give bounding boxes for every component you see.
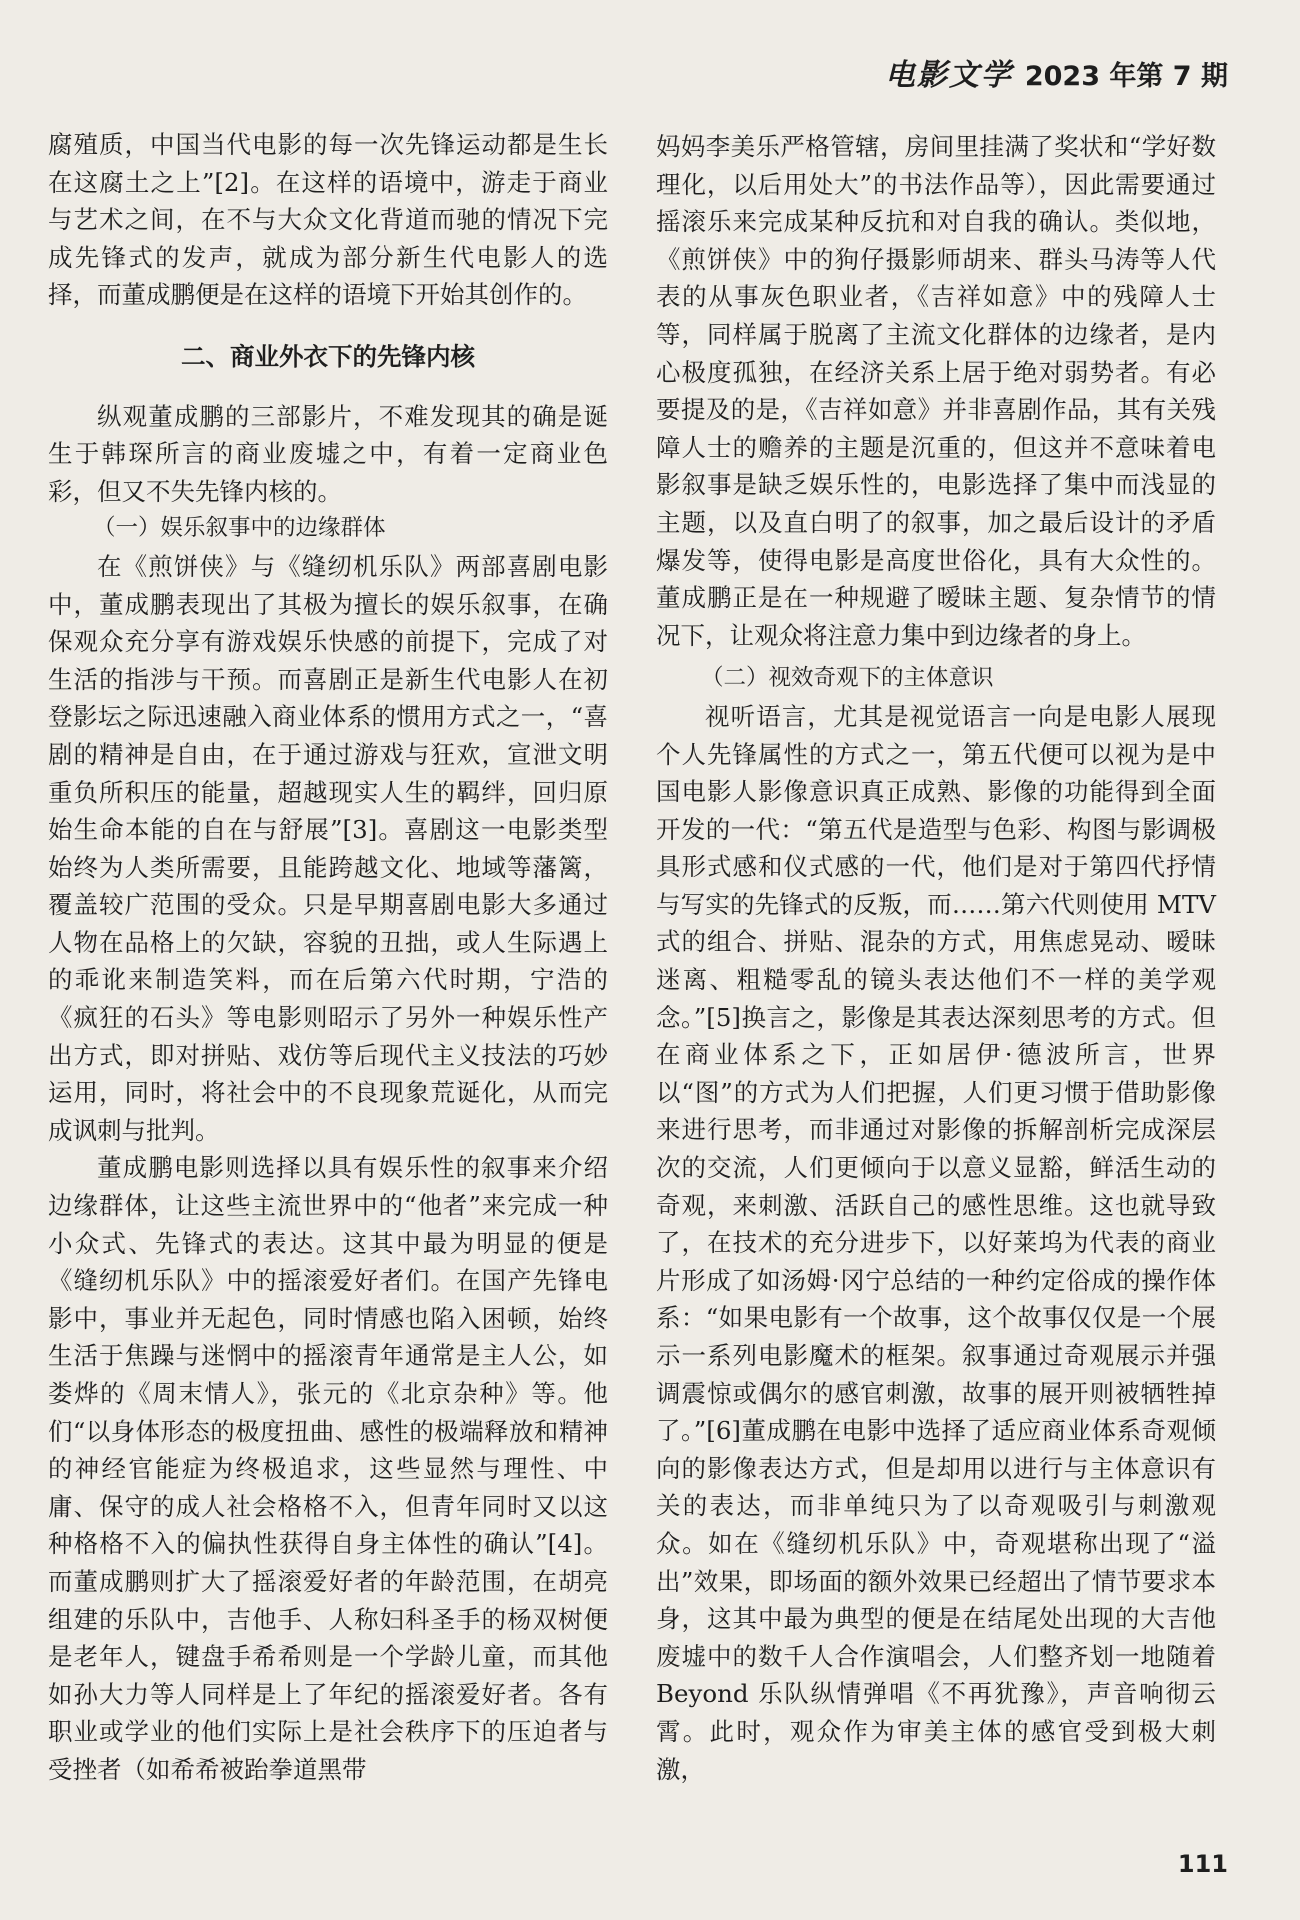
paragraph: 妈妈李美乐严格管辖，房间里挂满了奖状和“学好数理化，以后用处大”的书法作品等），因此需要通过摇滚乐来完成某种反抗和对自我的确认。类似地，《煎饼侠》中的狗仔摄影师胡来、群头马涛等人代表的从事灰色职业者，《吉祥如意》中的残障人士等，同样属于脱离了主流文化群体的边缘者，是内心极度孤独，在经济关系上居于绝对弱势者。有必要提及的是，《吉祥如意》并非喜剧作品，其有关残障人士的赡养的主题是沉重的，但这并不意味着电影叙事是缺乏娱乐性的，电影选择了集中而浅显的主题，以及直白明了的叙事，加之最后设计的矛盾爆发等，使得电影是高度世俗化，具有大众性的。董成鹏正是在一种规避了暧昧主题、复杂情节的情况下，让观众将注意力集中到边缘者的身上。 <box>656 132 1216 650</box>
paragraph: 视听语言，尤其是视觉语言一向是电影人展现个人先锋属性的方式之一，第五代便可以视为是中国电影人影像意识真正成熟、影像的功能得到全面开发的一代：“第五代是造型与色彩、构图与影调极具形式感和仪式感的一代，他们是对于第四代抒情与写实的先锋式的反叛，而……第六代则使用 MTV 式的组合、拼贴、混杂的方式，用焦虑晃动、暧昧迷离、粗糙零乱的镜头表达他们不一样的美学观念。”[5]换言之，影像是其表达深刻思考的方式。但在商业体系之下，正如居伊·德波所言，世界以“图”的方式为人们把握，人们更习惯于借助影像来进行思考，而非通过对影像的拆解剖析完成深层次的交流，人们更倾向于以意义显豁，鲜活生动的奇观，来刺激、活跃自己的感性思维。这也就导致了，在技术的充分进步下，以好莱坞为代表的商业片形成了如汤姆·冈宁总结的一种约定俗成的操作体系：“如果电影有一个故事，这个故事仅仅是一个展示一系列电影魔术的框架。叙事通过奇观展示并强调震惊或偶尔的感官刺激，故事的展开则被牺牲掉了。”[6]董成鹏在电影中选择了适应商业体系奇观倾向的影像表达方式，但是却用以进行与主体意识有关的表达，而非单纯只为了以奇观吸引与刺激观众。如在《缝纫机乐队》中，奇观堪称出现了“溢出”效果，即场面的额外效果已经超出了情节要求本身，这其中最为典型的便是在结尾处出现的大吉他废墟中的数千人合作演唱会，人们整齐划一地随着 Beyond 乐队纵情弹唱《不再犹豫》，声音响彻云霄。此时，观众作为审美主体的感官受到极大刺激， <box>656 701 1216 1784</box>
paragraph: 腐殖质，中国当代电影的每一次先锋运动都是生长在这腐土之上”[2]。在这样的语境中，游走于商业与艺术之间，在不与大众文化背道而驰的情况下完成先锋式的发声，就成为部分新生代电影人的选择，而董成鹏便是在这样的语境下开始其创作的。 <box>48 130 608 310</box>
subsection-heading: （二）视效奇观下的主体意识 <box>701 665 994 692</box>
journal-name: 电影文学 <box>884 58 1013 93</box>
paragraph: 董成鹏电影则选择以具有娱乐性的叙事来介绍边缘群体，让这些主流世界中的“他者”来完成一种小众式、先锋式的表达。这其中最为明显的便是《缝纫机乐队》中的摇滚爱好者们。在国产先锋电影中，事业并无起色，同时情感也陷入困顿，始终生活于焦躁与迷惘中的摇滚青年通常是主人公，如娄烨的《周末情人》，张元的《北京杂种》等。他们“以身体形态的极度扭曲、感性的极端释放和精神的神经官能症为终极追求，这些显然与理性、中庸、保守的成人社会格格不入，但青年同时又以这种格格不入的偏执性获得自身主体性的确认”[4]。而董成鹏则扩大了摇滚爱好者的年龄范围，在胡亮组建的乐队中，吉他手、人称妇科圣手的杨双树便是老年人，键盘手希希则是一个学龄儿童，而其他如孙大力等人同样是上了年纪的摇滚爱好者。各有职业或学业的他们实际上是社会秩序下的压迫者与受挫者（如希希被跆拳道黑带 <box>48 1153 608 1784</box>
page-number: 111 <box>1177 1850 1228 1878</box>
left-column <box>48 126 608 1789</box>
issue-label: 2023 年第 7 期 <box>1024 61 1228 92</box>
subsection-heading: （一）娱乐叙事中的边缘群体 <box>93 515 386 542</box>
running-header <box>885 50 1228 94</box>
paragraph: 在《煎饼侠》与《缝纫机乐队》两部喜剧电影中，董成鹏表现出了其极为擅长的娱乐叙事，在确保观众充分享有游戏娱乐快感的前提下，完成了对生活的指涉与干预。而喜剧正是新生代电影人在初登影坛之际迅速融入商业体系的惯用方式之一，“喜剧的精神是自由，在于通过游戏与狂欢，宣泄文明重负所积压的能量，超越现实人生的羁绊，回归原始生命本能的自在与舒展”[3]。喜剧这一电影类型始终为人类所需要，且能跨越文化、地域等藩篱，覆盖较广范围的受众。只是早期喜剧电影大多通过人物在品格上的欠缺，容貌的丑拙，或人生际遇上的乖讹来制造笑料，而在后第六代时期，宁浩的《疯狂的石头》等电影则昭示了另外一种娱乐性产出方式，即对拼贴、戏仿等后现代主义技法的巧妙运用，同时，将社会中的不良现象荒诞化，从而完成讽刺与批判。 <box>48 551 608 1145</box>
paragraph: 纵观董成鹏的三部影片，不难发现其的确是诞生于韩琛所言的商业废墟之中，有着一定商业色彩，但又不失先锋内核的。 <box>48 401 608 506</box>
right-column <box>656 128 1216 1788</box>
section-title: 二、商业外衣下的先锋内核 <box>181 341 475 371</box>
